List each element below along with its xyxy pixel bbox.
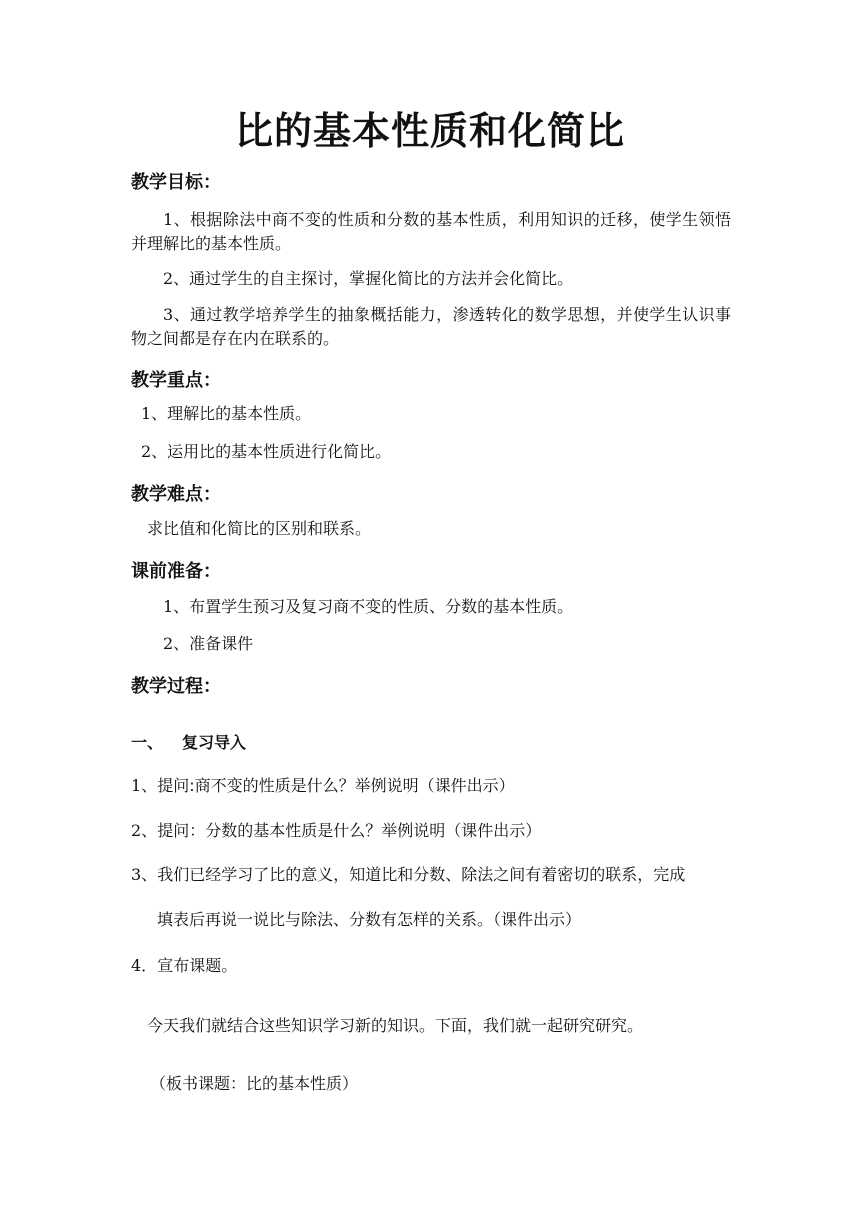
step-text: 提问：分数的基本性质是什么？举例说明（课件出示） (157, 821, 542, 840)
process-step-3 (131, 862, 685, 885)
objective-item-1: 1、根据除法中商不变的性质和分数的基本性质，利用知识的迁移，使学生领悟并理解比的基本性质。 (131, 210, 731, 253)
step-number: 3、 (131, 865, 158, 884)
board-note: （板书课题：比的基本性质） (150, 1074, 359, 1093)
process-heading: 教学过程： (131, 676, 221, 697)
key-points-heading: 教学重点： (131, 370, 221, 391)
key-point-item-2: 2、运用比的基本性质进行化简比。 (141, 442, 392, 461)
step-text: 我们已经学习了比的意义，知道比和分数、除法之间有着密切的联系，完成 (157, 865, 686, 884)
step-number: 2、 (131, 821, 158, 840)
difficulty-item-1: 求比值和化简比的区别和联系。 (147, 519, 372, 538)
section-title: 复习导入 (182, 733, 247, 752)
difficulties-heading: 教学难点： (131, 484, 221, 505)
section-number: 一、 (131, 733, 164, 752)
step-number: 4． (131, 956, 158, 975)
key-point-item-1: 1、理解比的基本性质。 (141, 404, 312, 423)
process-step-3-continued (157, 907, 581, 930)
preparation-heading: 课前准备： (131, 561, 221, 582)
document-title: 比的基本性质和化简比 (234, 108, 625, 153)
process-step-2 (131, 818, 541, 841)
objectives-heading: 教学目标： (131, 172, 221, 193)
step-text: 填表后再说一说比与除法、分数有怎样的关系。（课件出示） (157, 910, 582, 929)
preparation-item-1: 1、布置学生预习及复习商不变的性质、分数的基本性质。 (163, 597, 574, 616)
process-step-4 (131, 953, 237, 976)
step-text: 宣布课题。 (157, 956, 238, 975)
objective-item-3: 3、通过教学培养学生的抽象概括能力，渗透转化的数学思想，并使学生认识事物之间都是存在内在联系的。 (131, 305, 731, 348)
step-number: 1、 (131, 776, 158, 795)
step-text: 提问:商不变的性质是什么？举例说明（课件出示） (157, 776, 515, 795)
preparation-item-2: 2、准备课件 (163, 634, 254, 653)
objective-item-2: 2、通过学生的自主探讨，掌握化简比的方法并会化简比。 (163, 269, 574, 288)
intro-paragraph: 今天我们就结合这些知识学习新的知识。下面，我们就一起研究研究。 (147, 1016, 644, 1035)
process-step-1 (131, 773, 515, 796)
